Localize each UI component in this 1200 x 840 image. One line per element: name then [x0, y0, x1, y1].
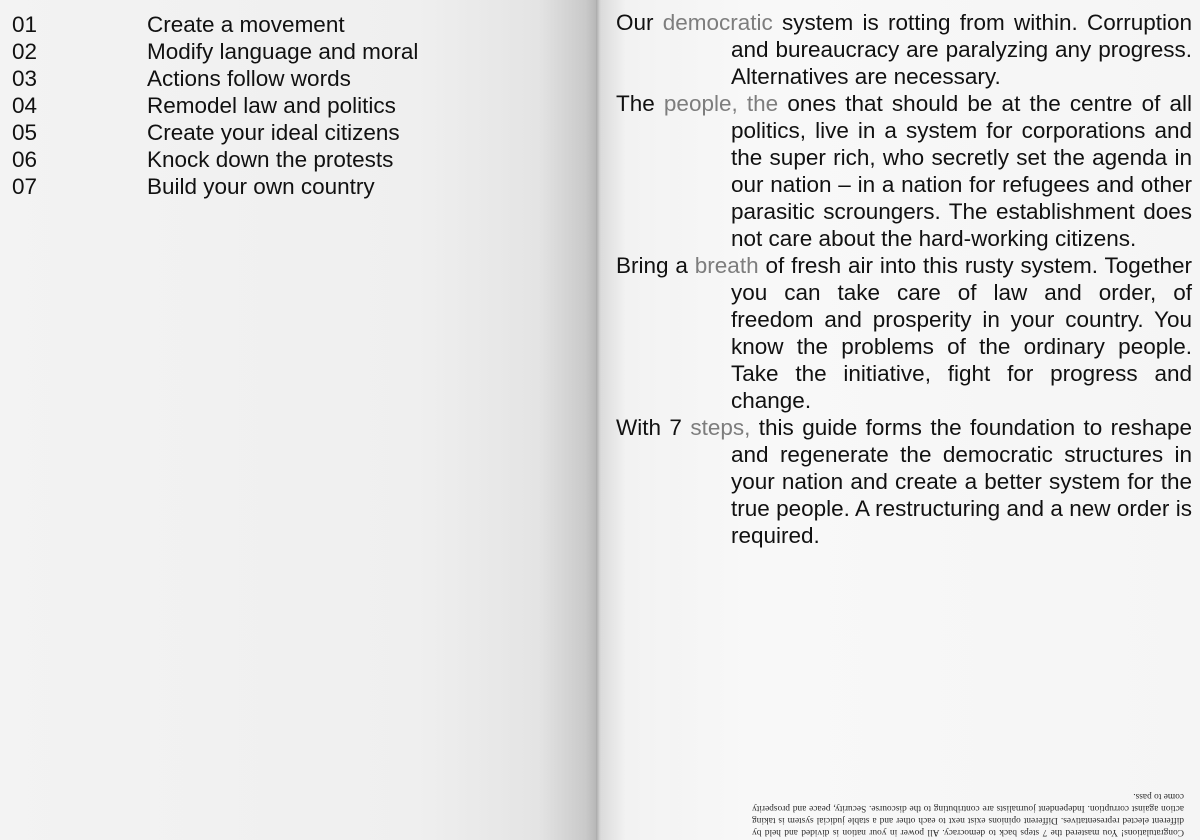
toc-number: 02 [12, 39, 38, 64]
paragraph-rest: ones that should be at the centre of all politics, live in a system for corporations and the super rich, who secretly set the agenda in our nation – in a nation for refugees and other parasitic scroungers. The establishment does not care about the hard-working citizens. [731, 91, 1192, 251]
toc-number: 04 [12, 93, 38, 118]
paragraph-rest: of fresh air into this rusty system. Together you can take care of law and order, of freedom and prosperity in your country. You know the problems of the ordinary people. Take the initiative, fight for progress and change. [731, 253, 1193, 413]
toc-item [12, 119, 418, 146]
toc-item [12, 38, 418, 65]
toc-item [12, 92, 418, 119]
left-page [0, 0, 598, 840]
toc-title: Create a movement [147, 12, 345, 37]
toc-number: 03 [12, 66, 38, 91]
toc-item [12, 173, 418, 200]
paragraph [616, 90, 1192, 252]
toc-title: Create your ideal citizens [147, 120, 400, 145]
paragraph-lead: Bring a [616, 253, 695, 278]
right-page [602, 0, 1200, 840]
toc-title: Remodel law and politics [147, 93, 396, 118]
paragraph-faded-word: people, the [663, 91, 779, 116]
table-of-contents [12, 11, 418, 200]
paragraph-rest: system is rotting from within. Corruption and bureaucracy are paralyzing any progress. Alternatives are necessary. [731, 10, 1192, 89]
toc-number: 05 [12, 120, 38, 145]
toc-number: 01 [12, 12, 38, 37]
toc-title: Actions follow words [147, 66, 351, 91]
toc-item [12, 65, 418, 92]
upside-down-note: Congratulations! You mastered the 7 steps back to democracy. All power in your nation is divided and held by different elected representatives. Different opinions exist next to each other and a stable judicial system is taking action against corruption. Independent journalists are contributing to the discourse. Security, peace and prosperity come to pass. [752, 791, 1184, 837]
body-text [616, 9, 1192, 549]
paragraph-faded-word: democratic [662, 10, 773, 35]
paragraph-lead: With 7 [616, 415, 691, 440]
paragraph-faded-word: steps, [690, 415, 751, 440]
toc-title: Build your own country [147, 174, 375, 199]
toc-item [12, 11, 418, 38]
paragraph [616, 414, 1192, 549]
paragraph-faded-word: breath [694, 253, 759, 278]
paragraph-rest: this guide forms the foundation to reshape and regenerate the democratic structures in your nation and create a better system for the true people. A restructuring and a new order is required. [731, 415, 1192, 548]
paragraph [616, 252, 1192, 414]
paragraph-lead: Our [616, 10, 663, 35]
toc-title: Modify language and moral [147, 39, 419, 64]
toc-number: 06 [12, 147, 38, 172]
paragraph-lead: The [616, 91, 664, 116]
paragraph [616, 9, 1192, 90]
toc-number: 07 [12, 174, 38, 199]
toc-item [12, 146, 418, 173]
toc-title: Knock down the protests [147, 147, 394, 172]
